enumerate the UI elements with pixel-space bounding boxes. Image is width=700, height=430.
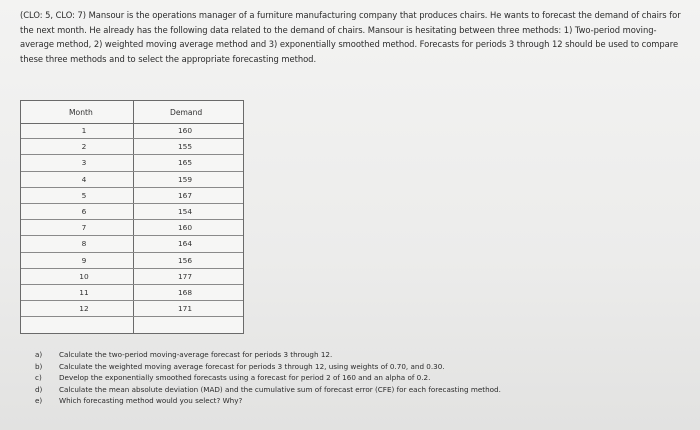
demand-cell: 155 — [177, 142, 193, 152]
question-text: Calculate the two-period moving-average forecast for periods 3 through 12. — [59, 350, 333, 359]
month-cell: 8 — [81, 239, 87, 249]
table-row — [21, 204, 243, 220]
month-cell: 11 — [79, 287, 89, 297]
demand-cell: 164 — [177, 239, 193, 249]
question-label: d) — [35, 384, 43, 394]
question-item — [35, 349, 635, 361]
table-row — [21, 236, 243, 252]
question-label: b) — [35, 361, 43, 371]
question-list — [35, 349, 635, 407]
month-cell: 4 — [81, 174, 87, 184]
month-cell: 5 — [81, 190, 87, 200]
demand-cell: 177 — [177, 271, 193, 281]
header-month: Month — [69, 108, 93, 117]
table-row — [21, 139, 243, 155]
question-item — [35, 361, 635, 373]
table-row — [21, 301, 243, 317]
table-header — [21, 101, 243, 124]
table-row — [21, 172, 243, 188]
question-item — [35, 372, 635, 384]
month-cell: 6 — [81, 206, 87, 216]
demand-cell: 171 — [177, 304, 193, 314]
month-cell: 1 — [81, 126, 87, 135]
month-cell: 10 — [79, 271, 89, 281]
question-label: c) — [35, 373, 42, 383]
month-cell: 7 — [81, 223, 87, 233]
table-row — [21, 188, 243, 204]
question-text: Calculate the weighted moving average forecast for periods 3 through 12, using weights of 0.70, and 0.30. — [59, 361, 445, 371]
demand-cell: 159 — [177, 174, 193, 184]
demand-table — [20, 100, 244, 334]
question-label: a) — [35, 350, 43, 359]
question-item — [35, 395, 635, 407]
month-cell: 9 — [81, 255, 87, 265]
question-text: Calculate the mean absolute deviation (MAD) and the cumulative sum of forecast error (CFE) for each forecasting method. — [59, 384, 501, 394]
table-row-empty — [21, 317, 243, 333]
header-demand: Demand — [170, 108, 203, 117]
demand-cell: 160 — [177, 126, 193, 135]
month-cell: 12 — [79, 304, 89, 314]
table-row — [21, 220, 243, 236]
demand-cell: 154 — [177, 206, 193, 216]
problem-statement: (CLO: 5, CLO: 7) Mansour is the operations manager of a furniture manufacturing company that produces chairs. He wants to forecast the demand of chairs for the next month. He already has the following data related to the demand of chairs. Mansour is hesitating between three methods: 1) Two-period moving-average method, 2) weighted moving average method and 3) exponentially smoothed method. Forecasts for periods 3 through 12 should be used to compare these three methods and to select the appropriate forecasting method. — [20, 10, 681, 64]
table-row — [21, 269, 243, 285]
demand-cell: 160 — [177, 223, 193, 233]
table-row — [21, 253, 243, 269]
demand-cell: 156 — [177, 255, 193, 265]
question-text: Which forecasting method would you select? Why? — [59, 396, 243, 406]
demand-cell: 167 — [177, 190, 193, 200]
question-label: e) — [35, 396, 43, 406]
table-row — [21, 285, 243, 301]
month-cell: 2 — [81, 142, 87, 152]
question-item — [35, 384, 635, 396]
table-body — [21, 123, 243, 333]
month-cell: 3 — [81, 158, 87, 168]
table-row — [21, 123, 243, 139]
demand-cell: 165 — [177, 158, 193, 168]
table-row — [21, 155, 243, 171]
demand-cell: 168 — [177, 287, 193, 297]
question-text: Develop the exponentially smoothed forecasts using a forecast for period 2 of 160 and an alpha of 0.2. — [59, 373, 431, 383]
